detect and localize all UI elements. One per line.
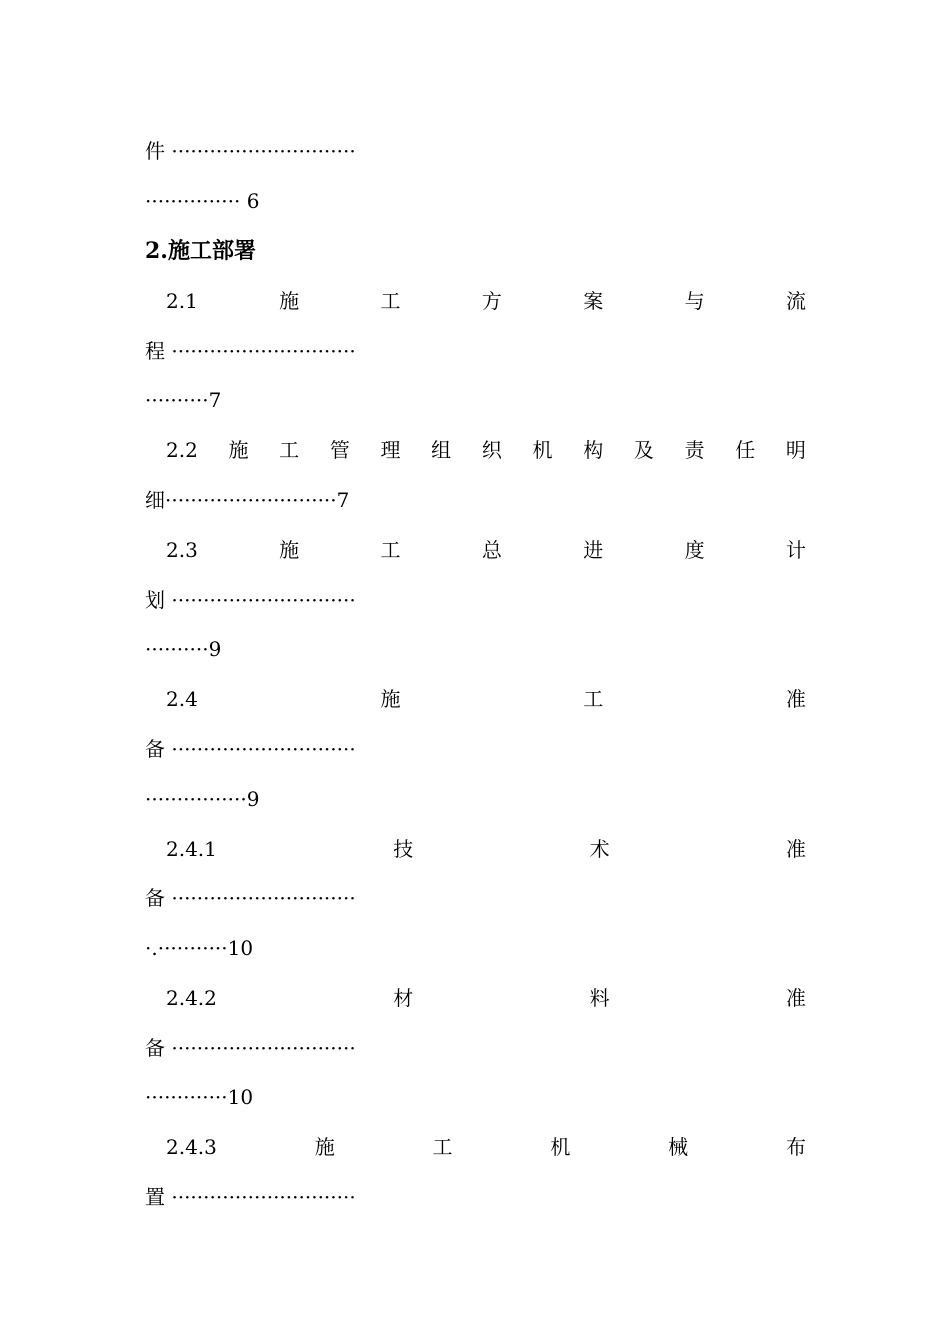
toc-line: 件 ····························· <box>145 139 356 163</box>
toc-cell: 料 <box>589 986 610 1010</box>
toc-cell: 理 <box>380 438 401 462</box>
toc-cell: 工 <box>279 438 300 462</box>
toc-line: ·············10 <box>145 1085 254 1109</box>
toc-cell: 方 <box>481 289 502 313</box>
toc-cell: 明 <box>785 438 806 462</box>
toc-cell: 组 <box>431 438 452 462</box>
toc-entry-row <box>166 530 806 570</box>
toc-cell: 2.4.1 <box>166 837 217 861</box>
toc-cell: 任 <box>735 438 756 462</box>
toc-line: ··············· 6 <box>145 189 260 213</box>
toc-cell: 布 <box>785 1135 806 1159</box>
toc-cell: 工 <box>432 1135 453 1159</box>
toc-cell: 流 <box>785 289 806 313</box>
toc-cell: 施 <box>279 289 300 313</box>
toc-cell: 总 <box>481 538 502 562</box>
toc-entry-row <box>166 829 806 869</box>
toc-entry-row <box>166 430 806 470</box>
toc-cell: 材 <box>393 986 414 1010</box>
toc-cell: 责 <box>684 438 705 462</box>
toc-cell: 及 <box>633 438 654 462</box>
toc-entry-row <box>166 679 806 719</box>
toc-cell: 械 <box>668 1135 689 1159</box>
toc-line: ··········7 <box>145 388 222 412</box>
toc-cell: 2.4 <box>166 687 198 711</box>
toc-entry-row <box>166 281 806 321</box>
toc-entry-row <box>166 978 806 1018</box>
toc-line: 置 ····························· <box>145 1185 356 1209</box>
toc-cell: 度 <box>684 538 705 562</box>
toc-cell: 技 <box>393 837 414 861</box>
toc-cell: 施 <box>314 1135 335 1159</box>
section-heading: 2.施工部署 <box>145 238 256 264</box>
toc-cell: 管 <box>329 438 350 462</box>
toc-cell: 术 <box>589 837 610 861</box>
toc-cell: 与 <box>684 289 705 313</box>
toc-cell: 施 <box>279 538 300 562</box>
toc-entry-row <box>166 1127 806 1167</box>
toc-cell: 机 <box>532 438 553 462</box>
toc-cell: 构 <box>583 438 604 462</box>
toc-cell: 施 <box>380 687 401 711</box>
toc-cell: 进 <box>583 538 604 562</box>
toc-line: 细···························7 <box>145 488 350 512</box>
toc-cell: 2.2 <box>166 438 198 462</box>
toc-cell: 2.1 <box>166 289 198 313</box>
toc-cell: 工 <box>583 687 604 711</box>
toc-cell: 机 <box>550 1135 571 1159</box>
toc-cell: 2.4.3 <box>166 1135 217 1159</box>
toc-cell: 工 <box>380 289 401 313</box>
toc-line: 备 ····························· <box>145 737 356 761</box>
toc-cell: 案 <box>583 289 604 313</box>
toc-cell: 准 <box>785 986 806 1010</box>
toc-cell: 准 <box>785 687 806 711</box>
toc-line: ··········9 <box>145 637 222 661</box>
toc-line: 备 ····························· <box>145 1036 356 1060</box>
toc-cell: 织 <box>481 438 502 462</box>
toc-cell: 计 <box>785 538 806 562</box>
toc-cell: 施 <box>228 438 249 462</box>
toc-line: ·.···········10 <box>145 936 254 960</box>
toc-line: 备 ····························· <box>145 886 356 910</box>
toc-cell: 2.3 <box>166 538 198 562</box>
toc-cell: 准 <box>785 837 806 861</box>
toc-cell: 工 <box>380 538 401 562</box>
toc-cell: 2.4.2 <box>166 986 217 1010</box>
toc-line: ················9 <box>145 787 260 811</box>
toc-line: 程 ····························· <box>145 339 356 363</box>
toc-line: 划 ····························· <box>145 588 356 612</box>
